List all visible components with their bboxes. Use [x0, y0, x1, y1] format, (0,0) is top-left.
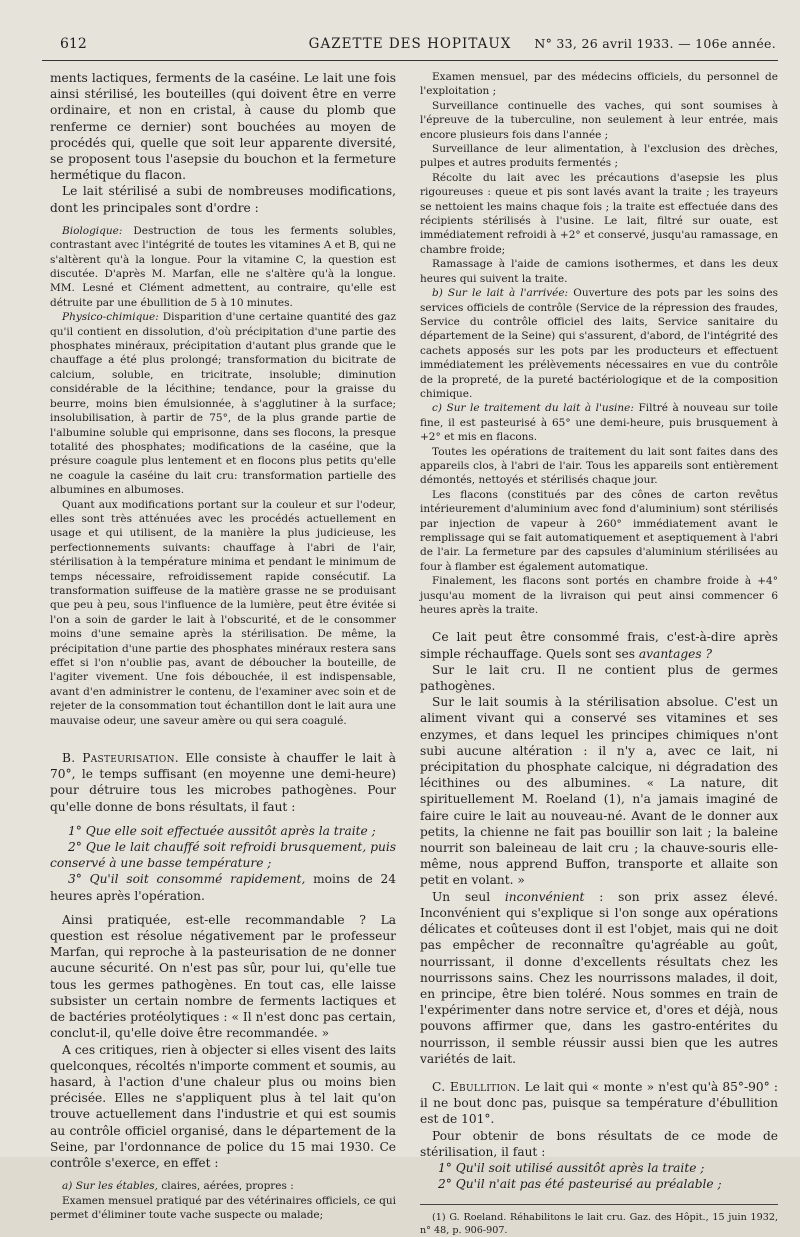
paragraph: Examen mensuel, par des médecins officiels, du personnel de l'exploitation ; [420, 71, 778, 98]
paragraph: Toutes les opérations de traitement du lait sont faites dans des appareils clos, à l'abri de l'air. Tous les appareils sont entièrement démontés, nettoyés et stérilisés chaque jour. [420, 445, 778, 487]
page-header [42, 30, 778, 61]
condition-item: 1° Qu'il soit utilisé aussitôt après la traite ; [438, 1160, 705, 1175]
paragraph: Ce lait peut être consommé frais, c'est-à-dire après simple réchauffage. Quels sont ses avantages ? [420, 630, 778, 661]
paragraph-etables: a) Sur les étables, claires, aérées, propres : [62, 1180, 294, 1193]
paragraph-usine: c) Sur le traitement du lait à l'usine: Filtré à nouveau sur toile fine, il est pasteurisé à 65° une demi-heure, puis brusquement à +2° et mis en flacons. [420, 402, 778, 444]
paragraph: Un seul inconvénient : son prix assez élevé. Inconvénient qui s'explique si l'on songe aux opérations délicates et coûteuses dont il est l'objet, mais qui ne doit pas empêcher de reconnaître qu'agréable au goût, nourrissant, il donne d'excellents résultats chez les nourrissons sains. Chez les nourrissons malades, il doit, en principe, être bien toléré. Nous sommes en train de l'expérimenter dans notre service et, d'ores et déjà, nous pouvons affirmer que, dans les gastro-entérites du nourrisson, il semble réussir aussi bien que les autres variétés de lait. [420, 889, 778, 1066]
section-heading: B. Pasteurisation. [62, 751, 179, 766]
section-pasteurisation: B. Pasteurisation. Elle consiste à chauffer le lait à 70°, le temps suffisant (en moyenne une demi-heure) pour détruire tous les microbes pathogènes. Pour qu'elle donne de bons résultats, il faut : [50, 751, 396, 814]
paragraph: Finalement, les flacons sont portés en chambre froide à +4° jusqu'au moment de la livraison qui peut ainsi commencer 6 heures après la traite. [420, 575, 778, 617]
paragraph: ments lactiques, ferments de la caséine. Le lait une fois ainsi stérilisé, les bouteilles (qui doivent être en verre ordinaire, et non en cristal, à cause du plomb que renferme ce dernier) sont bouchées au moyen de procédés qui, quelle que soit leur apparente diversité, se proposent tous l'asepsie du bouchon et la fermeture hermétique du flacon. [50, 71, 396, 183]
condition-item: 2° Qu'il n'ait pas été pasteurisé au préalable ; [438, 1177, 722, 1192]
paragraph: Les flacons (constitués par des cônes de carton revêtus intérieurement d'aluminium avec fond d'aluminium) sont stérilisés par injection de vapeur à 260° immédiatement avant le remplissage qui se fait automatiquement et aseptiquement à l'abri de l'air. La fermeture par des capsules d'aluminium stérilisées au four à flamber est également automatique. [420, 488, 778, 573]
left-column [50, 70, 396, 1222]
section-heading: C. Ebullition. [432, 1079, 521, 1094]
condition-item: 3° Qu'il soit consommé rapidement, moins de 24 heures après l'opération. [50, 872, 396, 903]
right-column [420, 70, 778, 1237]
label: Physico-chimique: [62, 311, 159, 324]
paragraph: A ces critiques, rien à objecter si elles visent des laits quelconques, récoltés n'importe comment et soumis, au hasard, à l'action d'une chaleur plus ou moins bien précisée. Elles ne s'appliquent plus à tel lait qu'on trouve actuellement dans l'industrie et qui est soumis au contrôle officiel organisé, dans le département de la Seine, par l'ordonnance de police du 15 mai 1930. Ce contrôle s'exerce, en effet : [50, 1042, 396, 1170]
condition-item: 2° Que le lait chauffé soit refroidi brusquement, puis conservé à une basse température ; [50, 840, 396, 871]
paragraph: Surveillance de leur alimentation, à l'exclusion des drèches, pulpes et autres produits fermentés ; [420, 143, 778, 170]
paragraph-physico-chimique: Physico-chimique: Disparition d'une certaine quantité des gaz qu'il contient en dissolution, d'où précipitation d'une partie des phosphates minéraux, précipitation d'autant plus grande que le chauffage a été plus prolongé; transformation du bicitrate de calcium, soluble, en tricitrate, insoluble; diminution considérable de la lécithine; tendance, pour la graisse du beurre, moins bien émulsionnée, à s'agglutiner à la surface; insolubilisation, à partir de 75°, de la plus grande partie de l'albumine soluble qui emprisonne, dans ses flocons, la presque totalité des phosphates; modifications de la caséine, que la présure coagule plus lentement et en flocons plus petits qu'elle ne coagule la caséine du lait cru: transformation partielle des albumines en albumoses. [50, 311, 396, 497]
paragraph: Examen mensuel pratiqué par des vétérinaires officiels, ce qui permet d'éliminer toute vache suspecte ou malade; [50, 1194, 396, 1221]
paragraph-biologique: Biologique: Destruction de tous les ferments solubles, contrastant avec l'intégrité de toutes les vitamines A et B, qui ne s'altèrent qu'à la longue. Pour la vitamine C, la question est discutée. D'après M. Marfan, elle ne s'altère qu'à la longue. MM. Lesné et Clément admettent, au contraire, qu'elle est détruite par une ébullition de 5 à 10 minutes. [50, 224, 397, 309]
paragraph: Sur le lait soumis à la stérilisation absolue. C'est un aliment vivant qui a conservé ses vitamines et ses enzymes, et dans lequel les principes chimiques n'ont subi aucune altération : il n'y a, avec ce lait, ni précipitation du phosphate calcique, ni dégradation des lécithines ou des albumines. « La nature, dit spirituellement M. Roeland (1), n'a jamais imaginé de faire cuire le lait au nouveau-né. Avant de le donner aux petits, la chienne ne fait pas bouillir son lait ; la baleine nourrit son baleineau de lait cru ; la chauve-souris elle-même, nous apprend Buffon, transporte et allaite son petit en volant. » [420, 695, 778, 888]
label: b) Sur le lait à l'arrivée: [432, 287, 569, 300]
label: c) Sur le traitement du lait à l'usine: [432, 402, 634, 415]
paragraph: Quant aux modifications portant sur la couleur et sur l'odeur, elles sont très atténuées avec les procédés actuellement en usage et qui utilisent, de la manière la plus judicieuse, les perfectionnements suivants: chauffage à l'abri de l'air, stérilisation à la température minima et pendant le minimum de temps nécessaire, refroidissement rapide consécutif. La transformation suiffeuse de la matière grasse ne se produisant que peu à peu, sous l'influence de la lumière, peut être évitée si l'on a soin de garder le lait à l'obscurité, et de le consommer moins d'une semaine après la stérilisation. De même, la précipitation d'une partie des phosphates minéraux restera sans effet si l'on n'oublie pas, avant de déboucher la bouteille, de l'agiter vivement. Une fois débouchée, il est indispensable, avant d'en administrer le contenu, de l'examiner avec soin et de rejeter de la consommation tout échantillon dont le lait aura une mauvaise odeur, une saveur amère ou qui sera coagulé. [50, 498, 396, 727]
page-number: 612 [60, 36, 87, 52]
footnote: (1) G. Roeland. Réhabilitons le lait cru. Gaz. des Hôpit., 15 juin 1932, n° 48, p. 906-907. [420, 1212, 778, 1237]
condition-item: 1° Que elle soit effectuée aussitôt après la traite ; [68, 823, 376, 838]
label: Biologique: [62, 224, 123, 237]
paragraph: Sur le lait cru. Il ne contient plus de germes pathogènes. [420, 662, 778, 694]
issue-info: N° 33, 26 avril 1933. — 106e année. [534, 36, 776, 51]
paragraph: Pour obtenir de bons résultats de ce mode de stérilisation, il faut : [420, 1128, 778, 1159]
label: a) Sur les étables, [62, 1180, 159, 1193]
paragraph-arrivee: b) Sur le lait à l'arrivée: Ouverture des pots par les soins des services officiels de contrôle (Service de la répression des fraudes, Service du contrôle officiel des laits, Service sanitaire du département de la Seine) qui s'assurent, d'abord, de l'intégrité des cachets apposés sur les pots par les producteurs et effectuent immédiatement les prélèvements nécessaires en vue du contrôle de la propreté, de la pureté bactériologique et de la composition chimique. [420, 287, 779, 400]
footnote-rule [420, 1204, 778, 1205]
paragraph: Récolte du lait avec les précautions d'asepsie les plus rigoureuses : queue et pis sont lavés avant la traite ; les trayeurs se nettoient les mains chaque fois ; la traite est effectuée dans des récipients stérilisés à l'usine. Le lait, filtré sur ouate, est immédiatement refroidi à +2° et conservé, jusqu'au ramassage, en chambre froide; [420, 171, 778, 256]
journal-title: GAZETTE DES HOPITAUX [308, 36, 512, 52]
section-ebullition: C. Ebullition. Le lait qui « monte » n'est qu'à 85°-90° : il ne bout donc pas, puisque sa température d'ébullition est de 101°. [420, 1079, 778, 1127]
paragraph: Le lait stérilisé a subi de nombreuses modifications, dont les principales sont d'ordre : [50, 184, 396, 215]
paragraph: Ainsi pratiquée, est-elle recommandable ? La question est résolue négativement par le professeur Marfan, qui reproche à la pasteurisation de ne donner aucune sécurité. On n'est pas sûr, pour lui, qu'elle tue tous les germes pathogènes. En tout cas, elle laisse subsister un certain nombre de ferments lactiques et de bactéries protéolytiques : « Il n'est donc pas certain, conclut-il, qu'elle doive être recommandée. » [50, 912, 396, 1041]
paragraph: Ramassage à l'aide de camions isothermes, et dans les deux heures qui suivent la traite. [420, 258, 778, 285]
paragraph: Surveillance continuelle des vaches, qui sont soumises à l'épreuve de la tuberculine, non seulement à leur entrée, mais encore plusieurs fois dans l'année ; [420, 99, 778, 141]
